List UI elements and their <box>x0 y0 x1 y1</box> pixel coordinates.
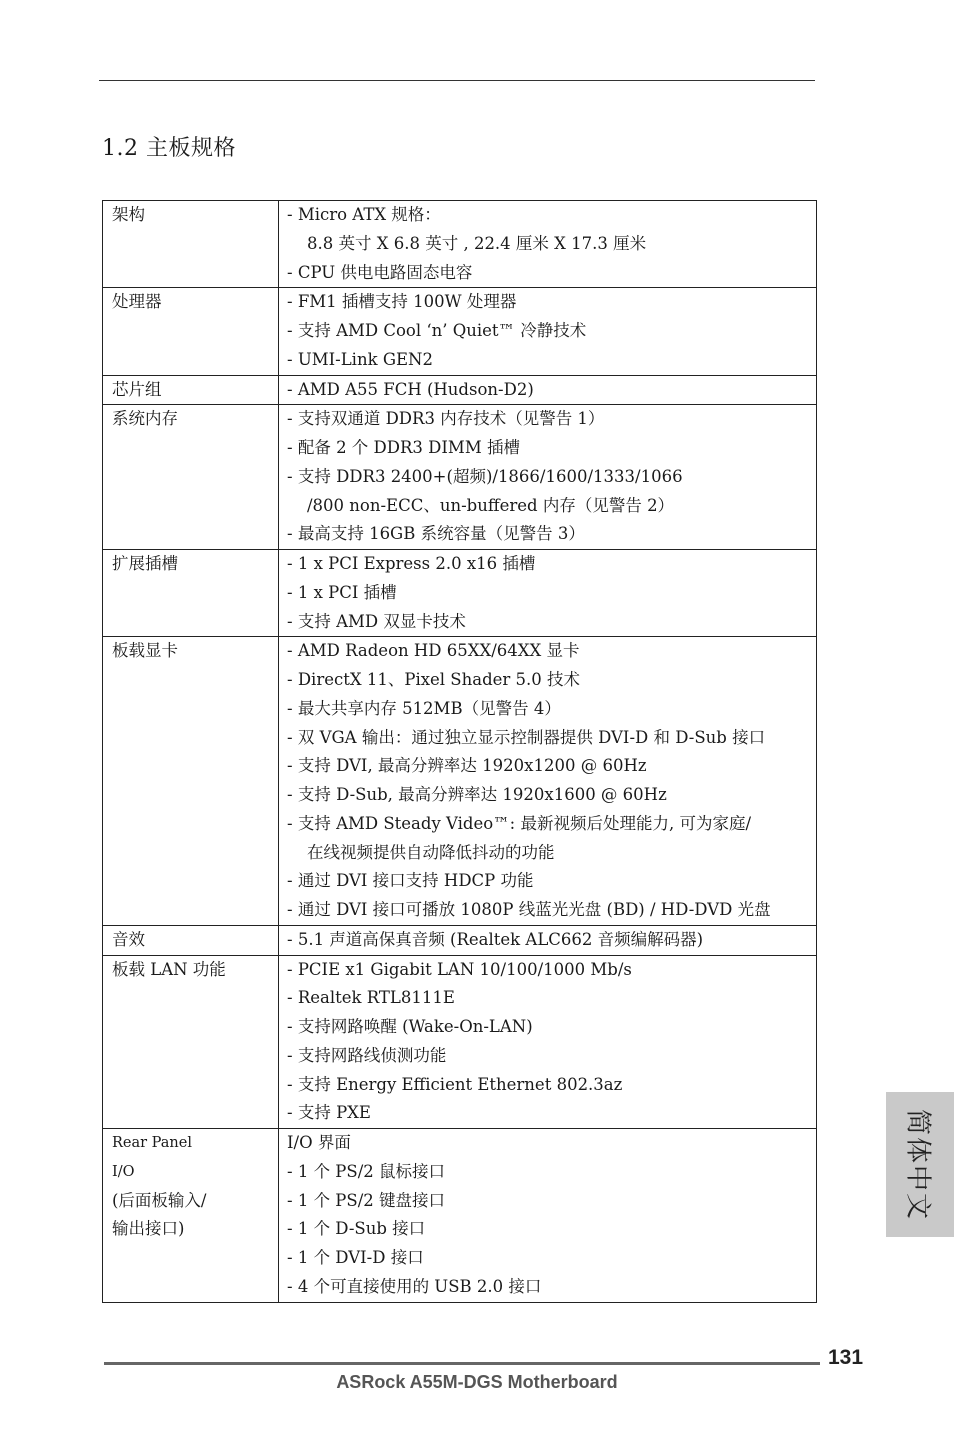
spec-label-cell <box>103 925 279 955</box>
footer-text: ASRock A55M-DGS Motherboard <box>336 1372 618 1392</box>
spec-line: - 支持 AMD 双显卡技术 <box>287 611 466 631</box>
spec-line: - 通过 DVI 接口可播放 1080P 线蓝光光盘 (BD) / HD-DVD 光盘 <box>287 900 771 919</box>
spec-line: - 最高支持 16GB 系统容量（见警告 3） <box>287 524 585 544</box>
spec-line: - 支持 Energy Efficient Ethernet 802.3az <box>287 1074 623 1094</box>
spec-row <box>103 375 817 405</box>
spec-line: - 1 个 PS/2 键盘接口 <box>287 1190 446 1210</box>
spec-label-cell <box>103 955 279 1129</box>
spec-value-cell <box>279 1129 817 1303</box>
spec-value-cell <box>279 375 817 405</box>
spec-value-cell <box>279 201 817 288</box>
spec-line: - PCIE x1 Gigabit LAN 10/100/1000 Mb/s <box>287 959 632 979</box>
spec-line: - 支持 DVI, 最高分辨率达 1920x1200 @ 60Hz <box>287 756 647 776</box>
language-tab <box>886 1092 954 1237</box>
spec-line: - 支持 DDR3 2400+(超频)/1866/1600/1333/1066 <box>287 466 683 486</box>
language-tab-label: 简体中文 <box>902 1108 933 1221</box>
spec-label: 芯片组 <box>112 379 162 399</box>
spec-row <box>103 201 817 288</box>
spec-line: I/O 界面 <box>287 1133 351 1152</box>
section-title: 1.2 主板规格 <box>102 136 236 161</box>
spec-line: 在线视频提供自动降低抖动的功能 <box>307 842 555 862</box>
spec-line: - 支持双通道 DDR3 内存技术（见警告 1） <box>287 409 605 429</box>
spec-row <box>103 925 817 955</box>
spec-line: - 1 x PCI 插槽 <box>287 582 397 602</box>
spec-line: - FM1 插槽支持 100W 处理器 <box>287 292 517 312</box>
spec-value-cell <box>279 637 817 926</box>
spec-line: - 1 个 DVI-D 接口 <box>287 1248 424 1267</box>
spec-label-cell <box>103 637 279 926</box>
spec-label: Rear Panel <box>112 1135 192 1151</box>
spec-value-cell <box>279 550 817 637</box>
spec-line: - 支持 AMD Cool ‘n’ Quiet™ 冷静技术 <box>287 321 587 340</box>
spec-value-cell <box>279 955 817 1129</box>
footer-rule <box>104 1362 820 1365</box>
spec-line: - 最大共享内存 512MB（见警告 4） <box>287 698 561 718</box>
spec-line: - AMD A55 FCH (Hudson-D2) <box>287 379 534 399</box>
spec-value-cell <box>279 925 817 955</box>
spec-row <box>103 955 817 1129</box>
spec-value-cell <box>279 288 817 375</box>
spec-line: - 1 x PCI Express 2.0 x16 插槽 <box>287 554 536 573</box>
spec-line: - DirectX 11、Pixel Shader 5.0 技术 <box>287 670 581 689</box>
spec-line: /800 non-ECC、un-buffered 内存（见警告 2） <box>307 495 675 515</box>
spec-line: - 支持网路线侦测功能 <box>287 1045 447 1065</box>
spec-line: - AMD Radeon HD 65XX/64XX 显卡 <box>287 641 580 661</box>
spec-label: 板载 LAN 功能 <box>112 959 226 979</box>
spec-row <box>103 550 817 637</box>
spec-line: - 通过 DVI 接口支持 HDCP 功能 <box>287 871 534 891</box>
spec-line: 8.8 英寸 X 6.8 英寸 , 22.4 厘米 X 17.3 厘米 <box>307 233 647 253</box>
spec-line: - 支持网路唤醒 (Wake-On-LAN) <box>287 1017 533 1036</box>
spec-row <box>103 1129 817 1303</box>
spec-label-cell <box>103 1129 279 1303</box>
spec-line: - Realtek RTL8111E <box>287 988 455 1008</box>
spec-label: I/O <box>112 1163 135 1180</box>
spec-label: 处理器 <box>112 292 162 312</box>
spec-line: - 支持 D-Sub, 最高分辨率达 1920x1600 @ 60Hz <box>287 785 667 804</box>
spec-label: 输出接口) <box>112 1219 185 1239</box>
spec-table <box>102 200 817 1303</box>
spec-line: - UMI-Link GEN2 <box>287 349 433 369</box>
spec-label-cell <box>103 375 279 405</box>
spec-line: - 4 个可直接使用的 USB 2.0 接口 <box>287 1276 542 1296</box>
spec-row <box>103 637 817 926</box>
top-rule <box>99 80 815 81</box>
spec-line: - 支持 PXE <box>287 1103 371 1123</box>
spec-label: 架构 <box>112 205 145 224</box>
spec-line: - 1 个 D-Sub 接口 <box>287 1219 426 1239</box>
spec-label: 系统内存 <box>112 409 178 429</box>
spec-line: - 1 个 PS/2 鼠标接口 <box>287 1161 446 1181</box>
spec-label: 音效 <box>112 929 145 949</box>
spec-line: - 支持 AMD Steady Video™: 最新视频后处理能力, 可为家庭/ <box>287 813 752 833</box>
spec-line: - Micro ATX 规格： <box>287 205 441 224</box>
spec-label-cell <box>103 405 279 550</box>
spec-line: - 双 VGA 输出：通过独立显示控制器提供 DVI-D 和 D-Sub 接口 <box>287 727 766 747</box>
spec-row <box>103 288 817 375</box>
spec-row <box>103 405 817 550</box>
spec-line: - 5.1 声道高保真音频 (Realtek ALC662 音频编解码器) <box>287 929 704 949</box>
page-number: 131 <box>828 1346 864 1369</box>
footer-title <box>0 1372 954 1393</box>
spec-label-cell <box>103 550 279 637</box>
spec-label: (后面板输入/ <box>112 1190 207 1210</box>
spec-label-cell <box>103 201 279 288</box>
spec-line: - 配备 2 个 DDR3 DIMM 插槽 <box>287 438 520 457</box>
spec-line: - CPU 供电电路固态电容 <box>287 262 473 282</box>
spec-label: 板载显卡 <box>112 641 178 661</box>
spec-label: 扩展插槽 <box>112 554 178 573</box>
spec-value-cell <box>279 405 817 550</box>
spec-label-cell <box>103 288 279 375</box>
